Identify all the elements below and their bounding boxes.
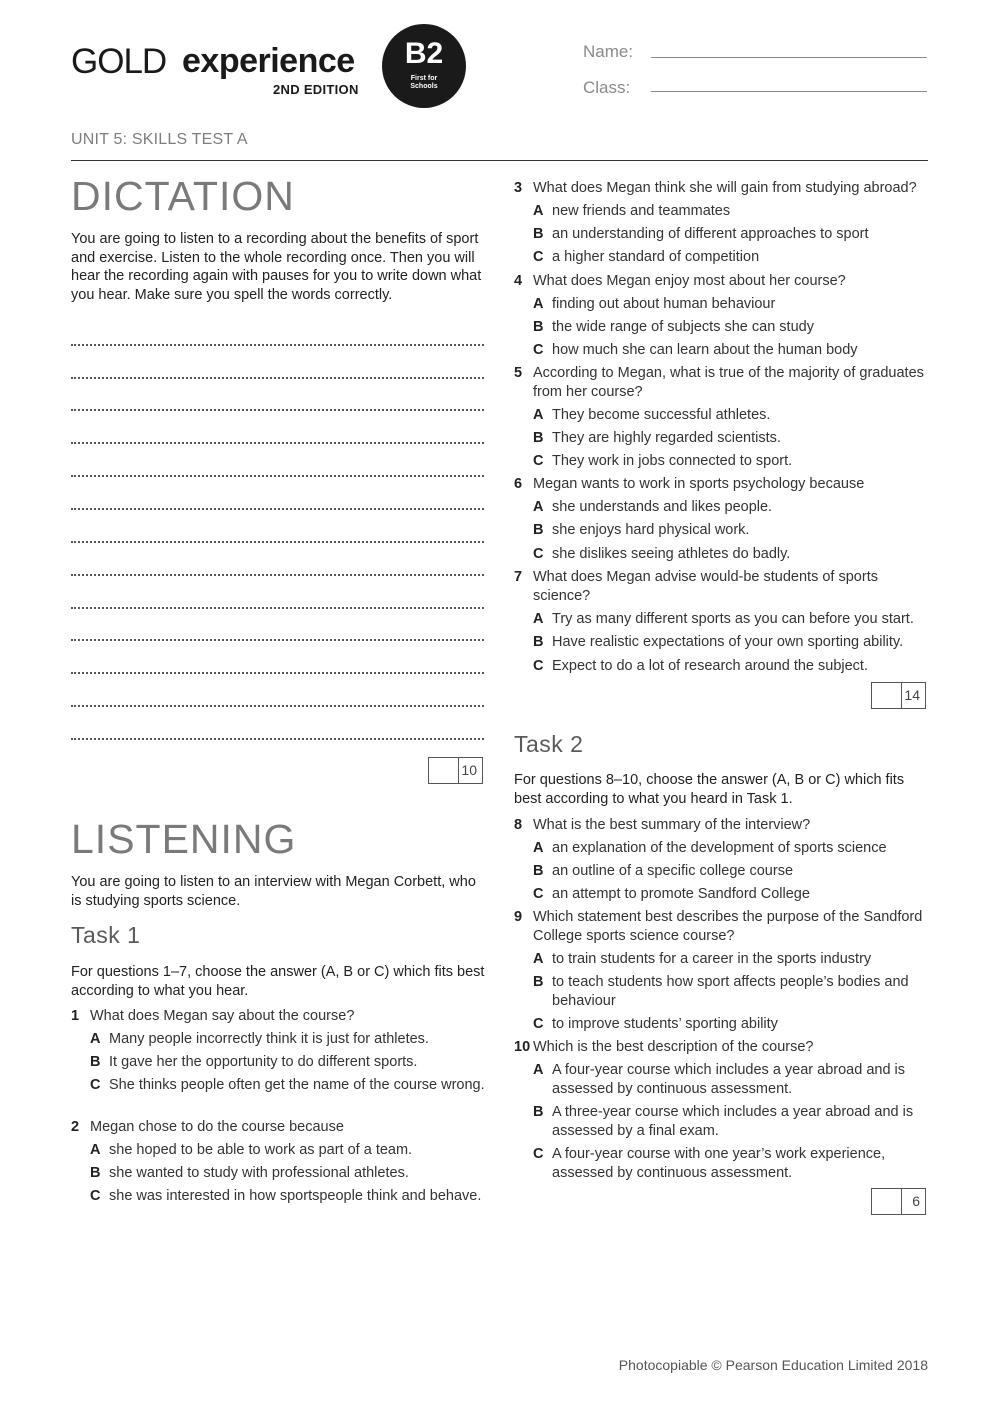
task1-score-value: 14 <box>904 687 920 703</box>
option-letter: A <box>533 840 544 856</box>
option-letter: A <box>533 1062 544 1078</box>
option-letter: C <box>533 249 544 265</box>
option-letter: C <box>533 658 544 674</box>
answer-option[interactable] <box>533 318 928 337</box>
option-letter: C <box>533 342 544 358</box>
question-number: 4 <box>514 273 523 289</box>
option-text: new friends and teammates <box>552 203 731 219</box>
question-text: What does Megan advise would-be students of sports science? <box>533 569 878 604</box>
option-letter: C <box>90 1077 101 1093</box>
question-text: Megan wants to work in sports psychology because <box>533 476 865 492</box>
question-number: 7 <box>514 569 523 585</box>
answer-option[interactable] <box>533 885 928 904</box>
option-text: A four-year course with one year’s work experience, assessed by continuous assessment. <box>552 1146 886 1181</box>
task2-score-box <box>871 1188 926 1215</box>
dictation-line[interactable] <box>71 344 484 346</box>
dictation-line[interactable] <box>71 541 484 543</box>
option-text: She thinks people often get the name of the course wrong. <box>109 1077 485 1093</box>
question-5 <box>514 364 928 401</box>
answer-option[interactable] <box>533 429 928 448</box>
option-text: It gave her the opportunity to do different sports. <box>109 1054 418 1070</box>
question-2 <box>71 1118 486 1137</box>
option-letter: C <box>533 886 544 902</box>
copyright-footer: Photocopiable © Pearson Education Limited 2018 <box>618 1357 928 1373</box>
question-3 <box>514 179 928 198</box>
question-number: 10 <box>514 1039 531 1055</box>
brand-experience-wordmark: experience <box>182 42 355 80</box>
option-text: the wide range of subjects she can study <box>552 319 814 335</box>
question-text: Which is the best description of the course? <box>533 1039 814 1055</box>
dictation-line[interactable] <box>71 377 484 379</box>
level-text: B2 <box>404 37 444 70</box>
option-text: she enjoys hard physical work. <box>552 522 750 538</box>
answer-option[interactable] <box>533 1061 928 1098</box>
option-text: she wanted to study with professional athletes. <box>109 1165 409 1181</box>
question-9 <box>514 908 928 945</box>
option-text: a higher standard of competition <box>552 249 760 265</box>
option-letter: A <box>90 1031 101 1047</box>
option-letter: B <box>533 319 544 335</box>
option-text: A four-year course which includes a year abroad and is assessed by continuous assessment. <box>552 1062 906 1097</box>
answer-option[interactable] <box>533 610 928 629</box>
question-number: 5 <box>514 365 523 381</box>
answer-option[interactable] <box>533 950 928 969</box>
option-letter: A <box>533 296 544 312</box>
answer-option[interactable] <box>533 1015 928 1034</box>
answer-option[interactable] <box>533 341 928 360</box>
option-letter: C <box>90 1188 101 1204</box>
question-4 <box>514 272 928 291</box>
answer-option[interactable] <box>533 498 928 517</box>
question-text: According to Megan, what is true of the majority of graduates from her course? <box>533 365 924 400</box>
answer-option[interactable] <box>90 1053 486 1072</box>
answer-option[interactable] <box>533 225 928 244</box>
question-text: What does Megan enjoy most about her course? <box>533 273 846 289</box>
option-letter: C <box>533 1016 544 1032</box>
task1-title: Task 1 <box>71 922 141 948</box>
option-letter: C <box>533 453 544 469</box>
dictation-line[interactable] <box>71 738 484 740</box>
option-text: she understands and likes people. <box>552 499 773 515</box>
option-text: she was interested in how sportspeople think and behave. <box>109 1188 482 1204</box>
option-letter: B <box>533 1104 544 1120</box>
answer-option[interactable] <box>90 1187 486 1206</box>
question-10 <box>514 1038 928 1057</box>
task1-score-box <box>871 682 926 709</box>
option-letter: B <box>90 1054 101 1070</box>
answer-option[interactable] <box>533 406 928 425</box>
answer-option[interactable] <box>533 839 928 858</box>
option-letter: B <box>533 430 544 446</box>
dictation-line[interactable] <box>71 639 484 641</box>
answer-option[interactable] <box>533 1103 928 1140</box>
question-number: 9 <box>514 909 523 925</box>
option-letter: B <box>90 1165 101 1181</box>
dictation-line[interactable] <box>71 409 484 411</box>
listening-title: LISTENING <box>71 816 297 862</box>
option-letter: A <box>533 611 544 627</box>
option-letter: A <box>533 499 544 515</box>
answer-option[interactable] <box>533 452 928 471</box>
option-letter: B <box>533 522 544 538</box>
question-number: 2 <box>71 1119 80 1135</box>
answer-option[interactable] <box>90 1030 486 1049</box>
answer-option[interactable] <box>90 1141 486 1160</box>
dictation-title: DICTATION <box>71 173 295 219</box>
question-7 <box>514 568 928 605</box>
task2-score-value: 6 <box>912 1193 920 1209</box>
answer-option[interactable] <box>533 633 928 652</box>
option-text: finding out about human behaviour <box>552 296 776 312</box>
option-text: Many people incorrectly think it is just for athletes. <box>109 1031 429 1047</box>
question-6 <box>514 475 928 494</box>
task2-title: Task 2 <box>514 731 584 757</box>
class-field[interactable] <box>651 91 927 92</box>
option-text: an explanation of the development of sports science <box>552 840 887 856</box>
answer-option[interactable] <box>533 248 928 267</box>
name-label: Name: <box>583 42 634 61</box>
option-letter: B <box>533 226 544 242</box>
option-letter: B <box>533 974 544 990</box>
question-1 <box>71 1007 486 1026</box>
dictation-score-value: 10 <box>461 762 477 778</box>
answer-option[interactable] <box>533 295 928 314</box>
answer-option[interactable] <box>90 1164 486 1183</box>
option-text: she hoped to be able to work as part of a team. <box>109 1142 413 1158</box>
option-text: They work in jobs connected to sport. <box>552 453 793 469</box>
option-text: an understanding of different approaches to sport <box>552 226 869 242</box>
question-number: 6 <box>514 476 523 492</box>
option-letter: C <box>533 546 544 562</box>
dictation-line[interactable] <box>71 607 484 609</box>
answer-option[interactable] <box>533 657 928 676</box>
brand-gold-wordmark: GOLD <box>71 42 167 81</box>
option-text: she dislikes seeing athletes do badly. <box>552 546 791 562</box>
option-letter: A <box>533 203 544 219</box>
dictation-line[interactable] <box>71 508 484 510</box>
option-letter: B <box>533 634 544 650</box>
option-text: to teach students how sport affects people’s bodies and behaviour <box>552 974 909 1009</box>
answer-option[interactable] <box>533 521 928 540</box>
option-letter: A <box>533 951 544 967</box>
question-text: What does Megan think she will gain from studying abroad? <box>533 180 917 196</box>
answer-option[interactable] <box>533 973 928 1010</box>
answer-option[interactable] <box>533 1145 928 1182</box>
answer-option[interactable] <box>533 202 928 221</box>
dictation-score-box <box>428 757 483 784</box>
question-text: What is the best summary of the interview? <box>533 817 811 833</box>
dictation-line[interactable] <box>71 574 484 576</box>
option-text: They are highly regarded scientists. <box>552 430 781 446</box>
question-number: 3 <box>514 180 523 196</box>
task1-instructions: For questions 1–7, choose the answer (A, B or C) which fits best according to what you hear. <box>71 964 485 999</box>
option-text: an attempt to promote Sandford College <box>552 886 810 902</box>
dictation-line[interactable] <box>71 442 484 444</box>
option-text: Try as many different sports as you can before you start. <box>552 611 914 627</box>
option-text: They become successful athletes. <box>552 407 771 423</box>
option-text: an outline of a specific college course <box>552 863 794 879</box>
task2-instructions: For questions 8–10, choose the answer (A, B or C) which fits best according to what you heard in Task 1. <box>514 772 905 807</box>
level-subtitle: First for Schools <box>410 75 438 90</box>
option-text: how much she can learn about the human body <box>552 342 858 358</box>
answer-option[interactable] <box>533 545 928 564</box>
name-field[interactable] <box>651 57 927 58</box>
header-divider <box>71 160 928 161</box>
listening-intro: You are going to listen to an interview with Megan Corbett, who is studying sports science. <box>71 874 476 909</box>
edition-label: 2ND EDITION <box>273 82 359 97</box>
option-text: Have realistic expectations of your own sporting ability. <box>552 634 904 650</box>
option-text: A three-year course which includes a year abroad and is assessed by a final exam. <box>552 1104 914 1139</box>
dictation-line[interactable] <box>71 705 484 707</box>
option-text: to train students for a career in the sports industry <box>552 951 872 967</box>
question-number: 8 <box>514 817 523 833</box>
class-label: Class: <box>583 78 631 97</box>
answer-option[interactable] <box>90 1076 486 1095</box>
option-text: to improve students’ sporting ability <box>552 1016 778 1032</box>
question-text: What does Megan say about the course? <box>90 1008 355 1024</box>
option-letter: A <box>90 1142 101 1158</box>
option-letter: C <box>533 1146 544 1162</box>
question-text: Which statement best describes the purpose of the Sandford College sports science course? <box>533 909 923 944</box>
option-letter: B <box>533 863 544 879</box>
dictation-instructions: You are going to listen to a recording about the benefits of sport and exercise. Listen to the whole recording once. Then you will hear the recording again with pauses for you to write down what you hear. Make sure you spell the words correctly. <box>71 231 482 303</box>
question-8 <box>514 816 928 835</box>
answer-option[interactable] <box>533 862 928 881</box>
unit-heading: UNIT 5: SKILLS TEST A <box>71 131 248 148</box>
question-number: 1 <box>71 1008 80 1024</box>
dictation-line[interactable] <box>71 672 484 674</box>
question-text: Megan chose to do the course because <box>90 1119 344 1135</box>
dictation-line[interactable] <box>71 475 484 477</box>
level-badge <box>382 24 466 108</box>
option-letter: A <box>533 407 544 423</box>
option-text: Expect to do a lot of research around the subject. <box>552 658 868 674</box>
